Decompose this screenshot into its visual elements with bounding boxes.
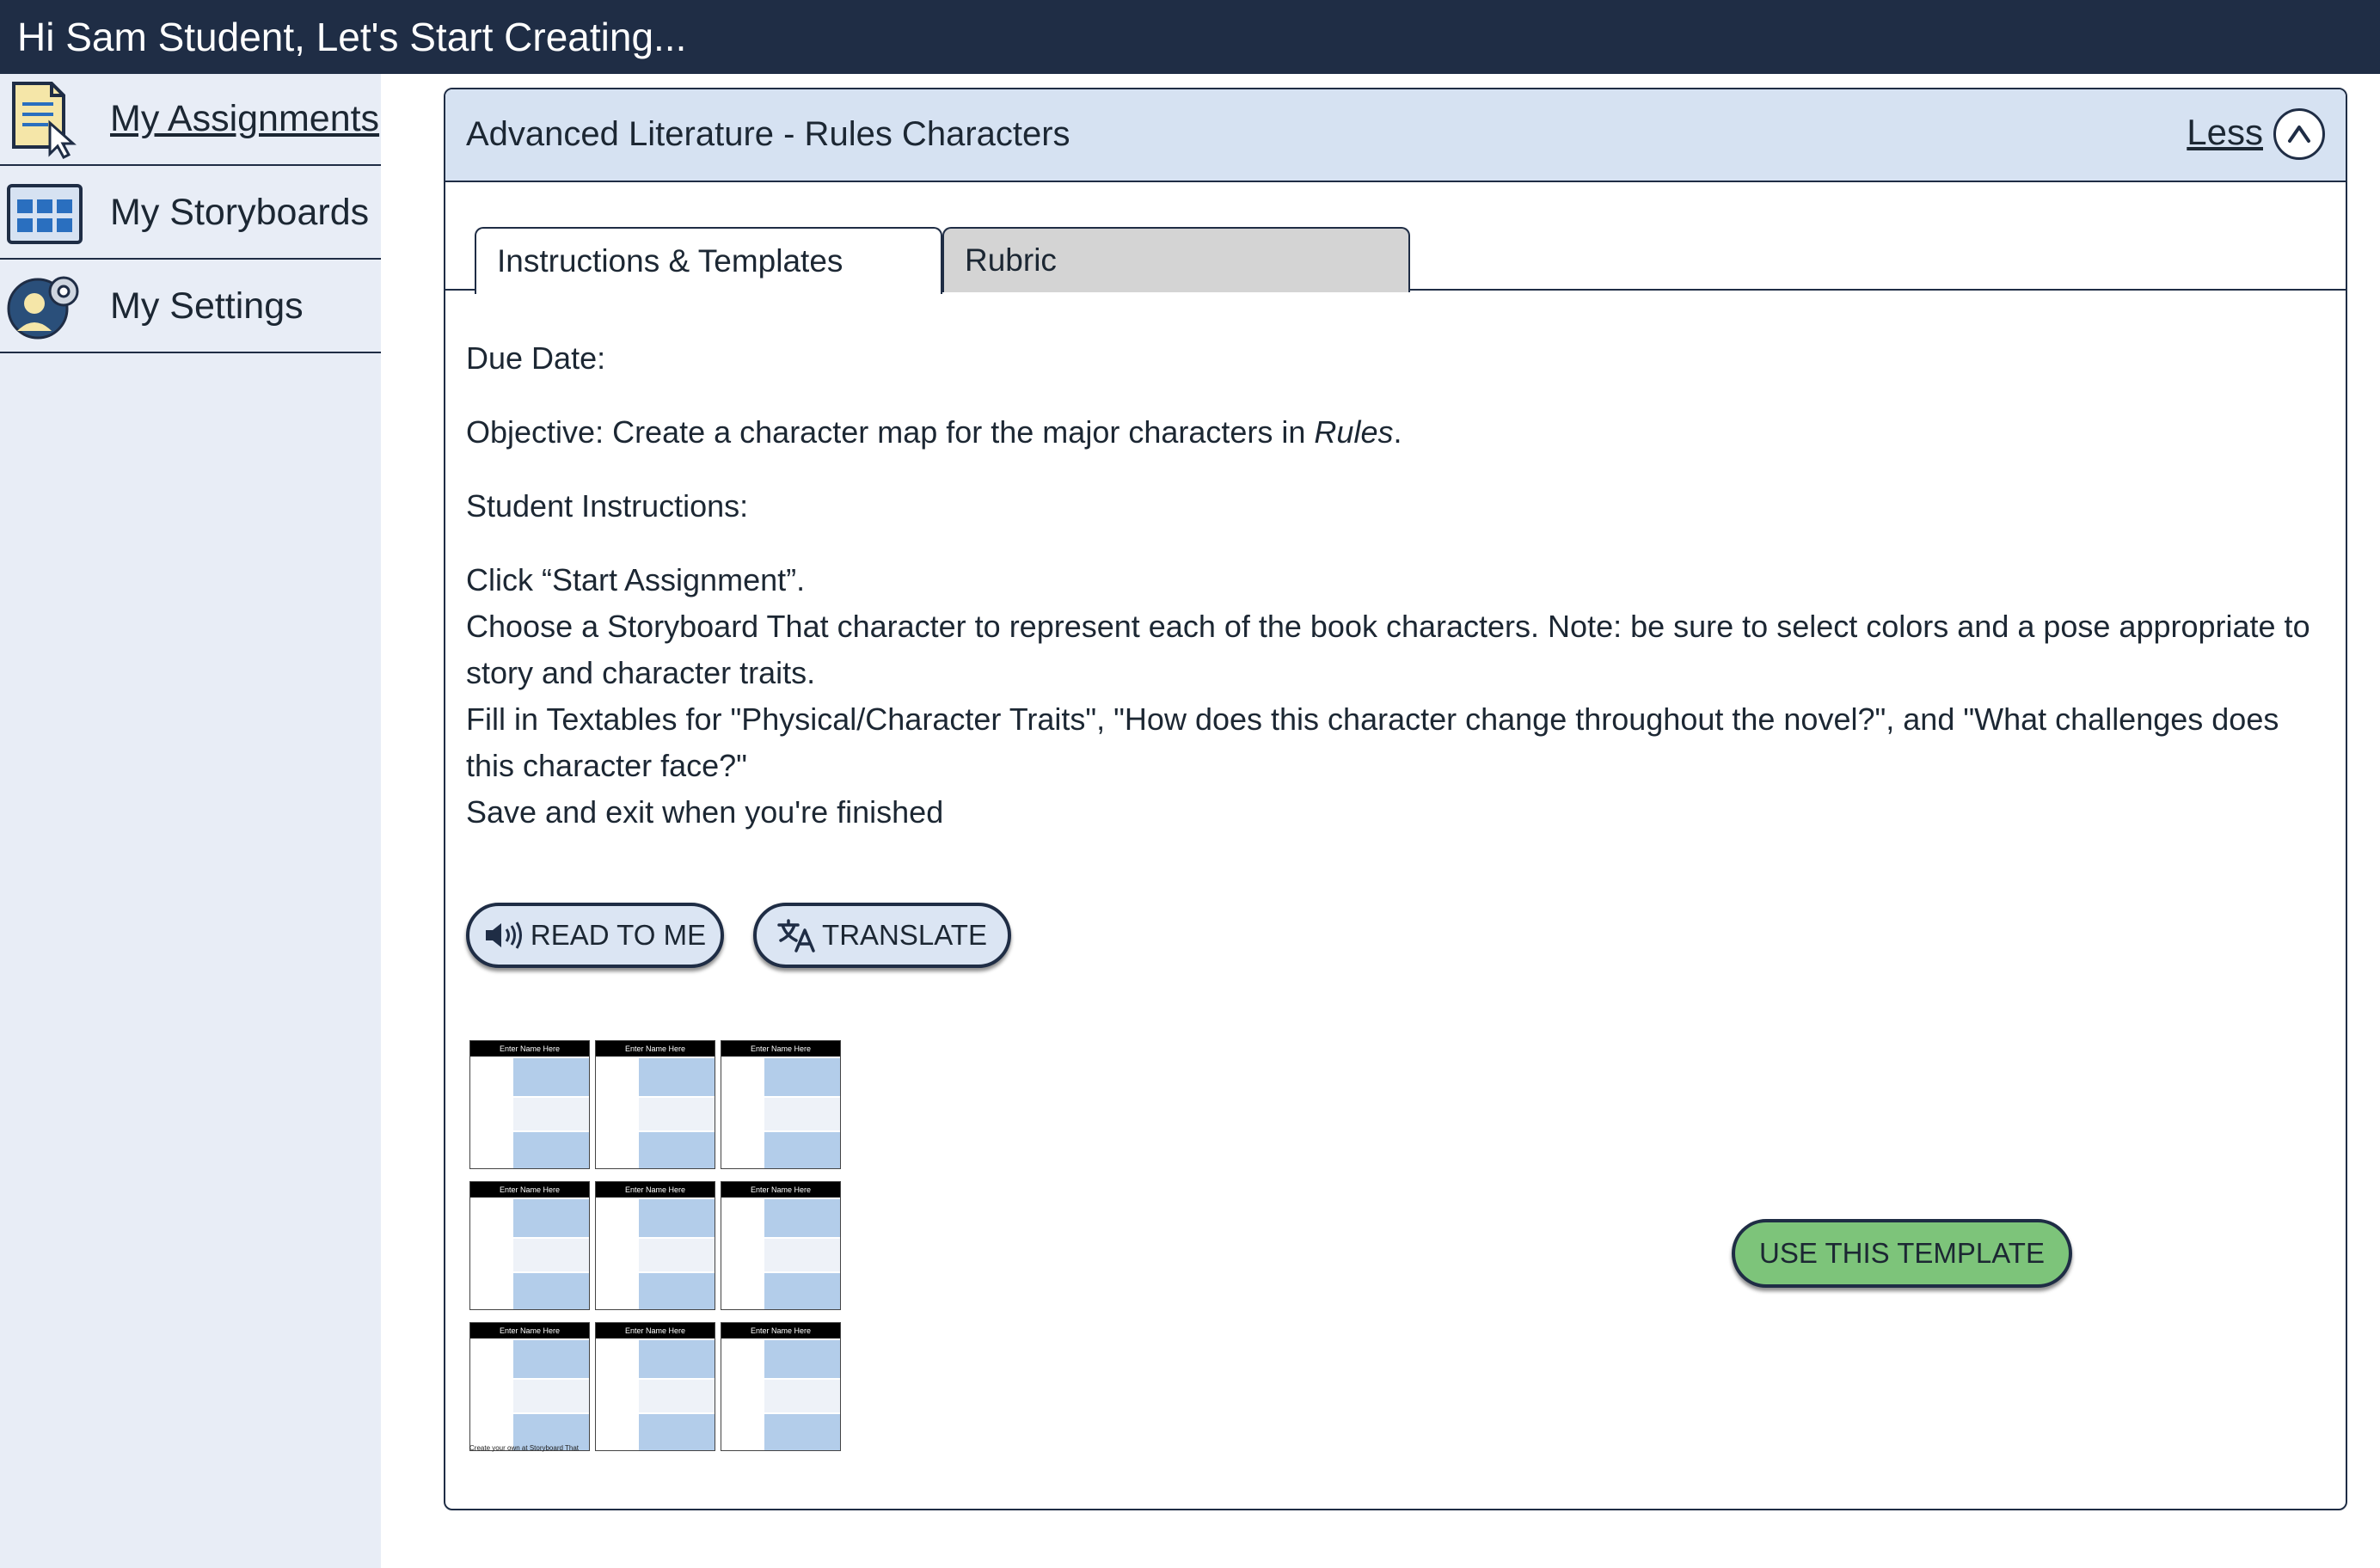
cell-header: Enter Name Here xyxy=(470,1182,589,1197)
greeting-text: Hi Sam Student, Let's Start Creating... xyxy=(17,15,687,59)
sidebar-item-my-storyboards[interactable] xyxy=(0,168,381,260)
cell-header: Enter Name Here xyxy=(721,1041,840,1057)
tab-instructions-templates[interactable]: Instructions & Templates xyxy=(475,227,942,294)
template-cell xyxy=(721,1322,841,1451)
cell-header: Enter Name Here xyxy=(470,1041,589,1057)
cell-header: Enter Name Here xyxy=(470,1323,589,1338)
template-cell xyxy=(721,1181,841,1310)
instruction-step: Fill in Textables for "Physical/Character Traits", "How does this character change throughout the novel?", and "What challenges does this character face?" xyxy=(466,701,2279,783)
assignment-header xyxy=(445,89,2346,182)
cell-header: Enter Name Here xyxy=(596,1182,715,1197)
template-cell xyxy=(469,1181,590,1310)
tab-rubric[interactable]: Rubric xyxy=(942,227,1410,292)
instruction-step: Choose a Storyboard That character to represent each of the book characters. Note: be sure to select colors and a pose appropriate to story and character traits. xyxy=(466,609,2310,690)
objective-book-title: Rules xyxy=(1314,414,1394,450)
template-cell xyxy=(469,1322,590,1451)
sidebar-item-my-assignments[interactable] xyxy=(0,74,381,166)
sidebar-item-label[interactable]: My Storyboards xyxy=(110,192,370,233)
sidebar-item-label[interactable]: My Settings xyxy=(110,285,304,327)
cell-header: Enter Name Here xyxy=(596,1041,715,1057)
template-cell xyxy=(469,1040,590,1169)
template-caption: Create your own at Storyboard That xyxy=(469,1444,580,1452)
template-cell xyxy=(595,1322,715,1451)
top-bar xyxy=(0,0,2380,74)
collapse-button[interactable] xyxy=(2273,108,2325,160)
objective-prefix: Objective: Create a character map for the major characters in xyxy=(466,414,1315,450)
chevron-up-icon xyxy=(2286,124,2312,144)
user-settings-icon xyxy=(5,267,84,346)
speaker-icon xyxy=(484,921,524,950)
translate-icon xyxy=(777,918,815,952)
instructions-heading: Student Instructions: xyxy=(466,488,749,524)
sidebar-item-my-settings[interactable] xyxy=(0,261,381,353)
objective-text xyxy=(466,409,1402,456)
template-preview[interactable] xyxy=(469,1040,848,1461)
cell-header: Enter Name Here xyxy=(596,1323,715,1338)
instruction-step: Click “Start Assignment”. xyxy=(466,562,806,597)
storyboard-grid-icon xyxy=(5,174,84,253)
cell-header: Enter Name Here xyxy=(721,1323,840,1338)
tab-bar xyxy=(445,222,2346,291)
due-date-label: Due Date: xyxy=(466,340,606,376)
template-cell xyxy=(595,1040,715,1169)
cell-header: Enter Name Here xyxy=(721,1182,840,1197)
use-this-template-button[interactable]: USE THIS TEMPLATE xyxy=(1732,1219,2072,1288)
translate-label: TRANSLATE xyxy=(822,919,987,951)
translate-button[interactable] xyxy=(753,903,1011,968)
objective-suffix: . xyxy=(1393,414,1402,450)
template-cell xyxy=(595,1181,715,1310)
read-to-me-button[interactable] xyxy=(466,903,724,968)
assignment-title: Advanced Literature - Rules Characters xyxy=(466,115,1070,153)
assignment-icon xyxy=(5,80,84,159)
less-link[interactable]: Less xyxy=(2187,112,2263,152)
assignment-panel xyxy=(444,88,2347,1510)
sidebar-item-label[interactable]: My Assignments xyxy=(110,98,380,139)
sidebar xyxy=(0,74,381,1568)
template-cell xyxy=(721,1040,841,1169)
instructions-list xyxy=(466,557,2323,836)
instruction-step: Save and exit when you're finished xyxy=(466,794,944,830)
read-to-me-label: READ TO ME xyxy=(530,919,707,951)
